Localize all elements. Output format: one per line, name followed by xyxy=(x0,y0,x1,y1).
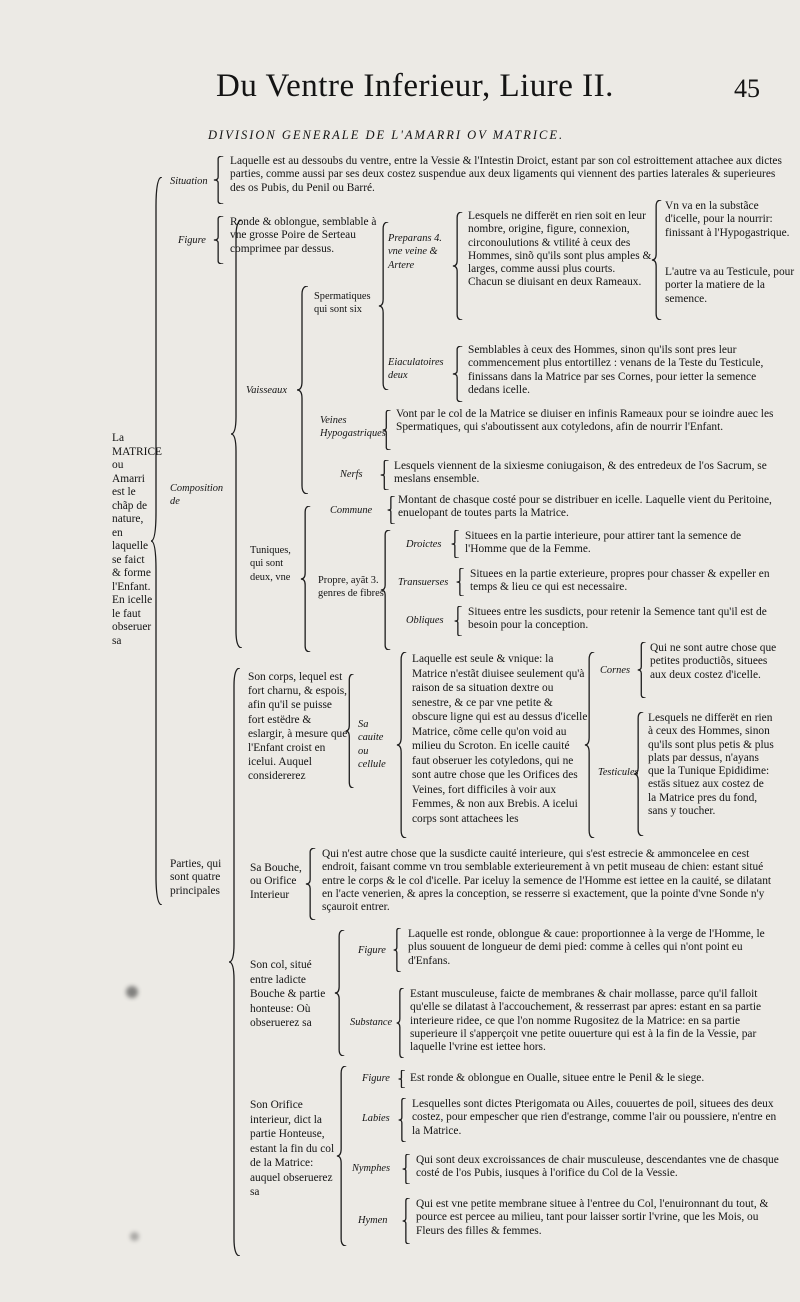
root-text: La MATRICE ou Amarri est le chãp de nature, en laquelle se faict & forme l'Enfant. En icelle le faut obseruer sa xyxy=(112,432,162,647)
composition-brace xyxy=(230,220,244,648)
orifice-label: Son Orifice interieur, dict la partie Honteuse, estant la fin du col de la Matrice: auquel obseruerez sa xyxy=(250,1099,335,1198)
cauite-label: Sa cauite ou cellule xyxy=(358,719,386,770)
col-figure-label: Figure xyxy=(358,945,386,956)
eiaculatoires-brace xyxy=(452,346,464,402)
cornes-brace xyxy=(637,642,647,698)
col-substance-label: Substance xyxy=(350,1017,393,1028)
bouche-text: Qui n'est autre chose que la susdicte cauité interieure, qui s'est estrecie & ammoncelee en cest endroit, faisant comme vn trou semblable exterieurement à vn petit museau de chien: estant situé entre le corps & le col d'icelle. Par iceluy la semence de l'Homme est iettee en la cauité, se dilatant en l'acte venerien, & apres la conception, se resserre si exactement, que la pointe d'vne Sonde n'y sçauroit entrer. xyxy=(322,848,772,914)
figure-text: Ronde & oblongue, semblable à vne grosse Poire de Serteau comprimee par dessus. xyxy=(230,216,377,255)
preparans-text: Lesquels ne differët en rien soit en leur nombre, origine, figure, connexion, circonoulutions & vtilité à ceux des Hommes, sinõ qu'ils sont plus amples & larges, comme aussi plus courts. Chacun se diuisant en deux Rameaux. xyxy=(468,210,652,289)
orifice-figure-brace xyxy=(398,1070,406,1088)
col-figure-text: Laquelle est ronde, oblongue & caue: proportionnee à la verge de l'Homme, le plus souuent de longueur de demi pied: comme à celles qui n'ont point eu d'Enfans. xyxy=(408,928,765,967)
veines-text: Vont par le col de la Matrice se diuiser en infinis Rameaux pour se ioindre auec les Spermatiques, qui s'aboutissent aux cotyledons, afin de nourrir l'Enfant. xyxy=(396,408,774,434)
transuerses-brace xyxy=(456,568,465,596)
situation-brace xyxy=(213,156,225,204)
preparans-label: Preparans 4. vne veine & Artere xyxy=(388,233,442,271)
nerfs-brace xyxy=(380,460,390,490)
hymen-label: Hymen xyxy=(358,1215,388,1226)
figure-label: Figure xyxy=(178,235,206,246)
nerfs-text: Lesquels viennent de la sixiesme coniugaison, & des entredeux de l'os Sacrum, se meslans ensemble. xyxy=(394,460,767,486)
situation-label: Situation xyxy=(170,176,208,187)
nymphes-text: Qui sont deux excroissances de chair musculeuse, descendantes vne de chasque costé de l'os Pubis, iusques à l'orifice du Col de la Vessie. xyxy=(416,1154,779,1180)
corps-text: Son corps, lequel est fort charnu, & espois, afin qu'il se puisse fort estëdre & eslargir, à mesure que l'Enfant croist en icelui. Auquel considererez xyxy=(248,671,348,783)
droictes-brace xyxy=(451,530,460,558)
transuerses-label: Transuerses xyxy=(398,577,449,588)
nymphes-brace xyxy=(402,1154,411,1184)
veines-label: Veines Hypogastriques xyxy=(320,415,386,440)
tuniques-label: Tuniques, qui sont deux, vne xyxy=(250,545,291,583)
cornes-label: Cornes xyxy=(600,665,631,676)
eiaculatoires-text: Semblables à ceux des Hommes, sinon qu'ils sont pres leur commencement plus entortillez : venans de la Teste du Testicule, finissans dans la Matrice par ses Cornes, pour ietter la semence dedans icelle. xyxy=(468,344,764,396)
orifice-figure-label: Figure xyxy=(362,1073,390,1084)
parties-brace xyxy=(228,668,242,1256)
droictes-text: Situees en la partie interieure, pour attirer tant la semence de l'Homme que de la Femme. xyxy=(465,530,742,556)
preparans-brace xyxy=(452,212,464,320)
labies-label: Labies xyxy=(362,1113,390,1124)
bouche-label: Sa Bouche, ou Orifice Interieur xyxy=(250,862,302,901)
transuerses-text: Situees en la partie exterieure, propres pour chasser & expeller en temps & lieu ce qui est necessaire. xyxy=(470,568,770,594)
running-header: Du Ventre Inferieur, Liure II. xyxy=(216,68,614,104)
labies-text: Lesquelles sont dictes Pterigomata ou Ailes, couuertes de poil, situees des deux costez, pour empescher que rien d'estrange, comme l'air ou poussiere, n'entre en la Matrice. xyxy=(412,1098,777,1137)
obliques-brace xyxy=(454,606,463,636)
parties-label: Parties, qui sont quatre principales xyxy=(170,858,222,897)
col-figure-brace xyxy=(393,928,402,972)
testicules-label: Testicules xyxy=(598,767,639,778)
orifice-figure-text: Est ronde & oblongue en Oualle, situee entre le Penil & le siege. xyxy=(410,1072,705,1084)
hymen-brace xyxy=(402,1198,411,1244)
obliques-label: Obliques xyxy=(406,615,444,626)
nerfs-label: Nerfs xyxy=(340,469,363,480)
figure-brace xyxy=(213,216,225,264)
col-substance-brace xyxy=(396,988,405,1058)
cornes-text: Qui ne sont autre chose que petites productiõs, situees aux deux costez d'icelle. xyxy=(650,642,777,681)
nymphes-label: Nymphes xyxy=(352,1163,391,1174)
spermatiques-label: Spermatiques qui sont six xyxy=(314,291,371,316)
labies-brace xyxy=(398,1098,407,1142)
cauite-text: Laquelle est seule & vnique: la Matrice n'estãt diuisee seulement qu'à raison de sa situation dextre ou senestre, & ce par vne petite & obscure ligne qui est au dessus d'icelle Matrice, cõme celle qu'on void au milieu du Scroton. En icelle cauité faut obseruer les cotyledons, qui ne sont autre chose que les Orifices des Veines, fort difficiles à voir aux Femmes, & non aux Brebis. A icelui corps sont attachees les xyxy=(412,653,588,825)
rameaux-brace xyxy=(651,200,663,320)
droictes-label: Droictes xyxy=(406,539,442,550)
page-number: 45 xyxy=(734,74,760,103)
col-substance-text: Estant musculeuse, faicte de membranes & chair mollasse, parce qu'il falloit qu'elle se dilatast à l'accouchement, & resserrast par apres: estant en sa partie interieure ridee, ce que l'on nomme Rugositez de la Matrice: en sa partie superieure il s'apperçoit vne petite ouuerture qui est à la fin de la Vessie, par laquelle l'vrine est iettee hors. xyxy=(410,988,762,1054)
commune-label: Commune xyxy=(330,505,373,516)
testicules-text: Lesquels ne differët en rien à ceux des Hommes, sinon qu'ils sont plus petis & plus plats par dessus, n'ayans que la Tunique Epididime: estäs situez aux costez de la Matrice pres du fond, sans y toucher. xyxy=(648,712,774,818)
propre-label: Propre, ayãt 3. genres de fibres xyxy=(318,575,384,600)
composition-label: Composition de xyxy=(170,483,224,508)
section-title: DIVISION GENERALE DE L'AMARRI OV MATRICE. xyxy=(208,128,565,142)
vaisseaux-brace xyxy=(296,286,310,494)
hymen-text: Qui est vne petite membrane situee à l'entree du Col, l'enuironnant du tout, & pource est percee au milieu, tant pour laisser sortir l'vrine, que les Mois, ou Fleurs des filles & femmes. xyxy=(416,1198,769,1237)
bouche-brace xyxy=(305,848,317,920)
obliques-text: Situees entre les susdicts, pour retenir la Semence tant qu'il est de besoin pour la conception. xyxy=(468,606,767,632)
ink-blot xyxy=(130,1232,139,1241)
ink-blot xyxy=(126,986,138,998)
eiaculatoires-label: Eiaculatoires deux xyxy=(388,357,444,382)
cauite-brace xyxy=(396,652,408,838)
col-label: Son col, situé entre ladicte Bouche & partie honteuse: Où obseruerez sa xyxy=(250,959,326,1029)
situation-text: Laquelle est au dessoubs du ventre, entre la Vessie & l'Intestin Droict, estant par son col estroittement attachee aux dictes parties, comme aussi par ses deux costez suspendue aux deux ligaments qui viennent des parties laterales & superieures des os Pubis, du Penil ou Barré. xyxy=(230,155,782,194)
root-brace xyxy=(150,177,164,905)
rameau-substance-text: Vn va en la substãce d'icelle, pour la nourrir: finissant à l'Hypogastrique. xyxy=(665,200,790,239)
commune-brace xyxy=(387,496,396,524)
commune-text: Montant de chasque costé pour se distribuer en icelle. Laquelle vient du Peritoine, enuelopant de toutes parts la Matrice. xyxy=(398,494,772,520)
vaisseaux-label: Vaisseaux xyxy=(246,385,287,396)
rameau-testicule-text: L'autre va au Testicule, pour porter la matiere de la semence. xyxy=(665,266,795,305)
